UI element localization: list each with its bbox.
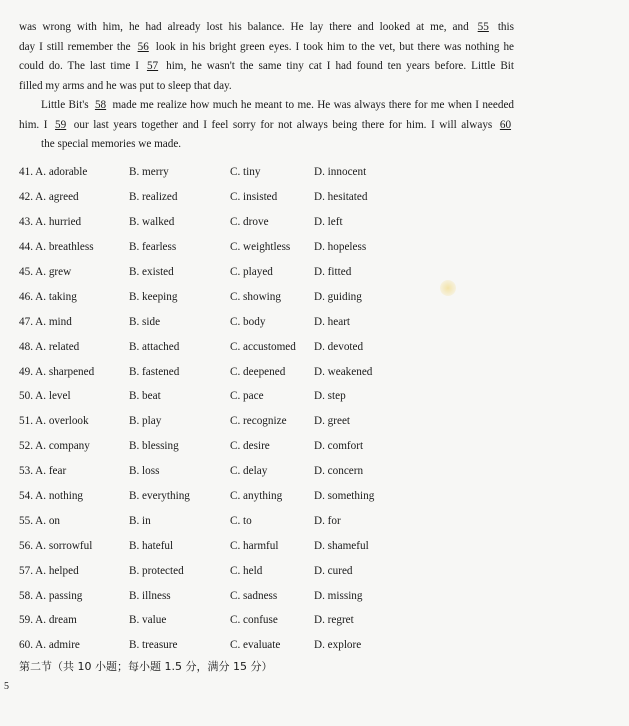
- option-row: [19, 359, 399, 384]
- option-c: C. deepened: [230, 365, 286, 378]
- passage-text: made me realize how much he meant to me. He was always there for me when I needed: [112, 99, 515, 111]
- option-a: 50. A. level: [19, 390, 71, 403]
- blank-57: 57: [146, 60, 159, 72]
- option-c: C. confuse: [230, 614, 278, 627]
- option-d: D. guiding: [314, 290, 362, 303]
- option-b: B. hateful: [129, 539, 174, 552]
- option-row: [19, 484, 399, 509]
- passage-line: [19, 77, 514, 97]
- option-d: D. missing: [314, 589, 363, 602]
- option-c: C. harmful: [230, 539, 279, 552]
- passage-text: filled my arms and he was put to sleep that day.: [19, 79, 232, 92]
- passage-text: could do. The last time I: [19, 60, 139, 72]
- option-d: D. comfort: [314, 440, 364, 453]
- passage-text: him, he wasn't the same tiny cat I had found ten years before. Little Bit: [166, 60, 515, 72]
- passage-line: [19, 18, 514, 38]
- option-a: 56. A. sorrowful: [19, 539, 93, 552]
- option-d: D. concern: [314, 465, 364, 478]
- passage-text: our last years together and I feel sorry for not always being there for him. I will always: [73, 118, 493, 131]
- option-row: [19, 309, 399, 334]
- blank-55: 55: [477, 21, 489, 33]
- option-b: B. everything: [129, 490, 190, 503]
- option-row: [19, 160, 399, 185]
- blank-59: 59: [55, 118, 67, 131]
- option-d: D. cured: [314, 564, 353, 577]
- option-b: B. side: [129, 315, 161, 328]
- option-row: [19, 334, 399, 359]
- option-c: C. insisted: [230, 191, 278, 204]
- option-a: 49. A. sharpened: [19, 365, 95, 378]
- blank-60: 60: [499, 118, 512, 131]
- paper-smudge: [440, 280, 456, 296]
- passage-text: this: [497, 21, 514, 33]
- option-c: C. drove: [230, 216, 269, 229]
- option-a: 45. A. grew: [19, 266, 72, 278]
- option-row: [19, 384, 399, 409]
- option-d: D. explore: [314, 639, 362, 652]
- passage-text: day I still remember the: [19, 40, 131, 53]
- option-b: B. in: [129, 514, 151, 527]
- cloze-passage: [19, 18, 514, 155]
- option-b: B. realized: [129, 191, 178, 204]
- option-row: [19, 235, 399, 260]
- option-d: D. hopeless: [314, 241, 367, 254]
- passage-line: [19, 116, 514, 136]
- option-a: 60. A. admire: [19, 639, 80, 652]
- option-d: D. greet: [314, 415, 351, 428]
- option-b: B. walked: [129, 216, 175, 229]
- option-a: 51. A. overlook: [19, 415, 89, 428]
- option-b: B. value: [129, 614, 167, 627]
- passage-text: Little Bit's: [41, 99, 89, 111]
- option-d: D. fitted: [314, 266, 352, 278]
- option-c: C. showing: [230, 290, 281, 303]
- option-c: C. recognize: [230, 415, 287, 428]
- option-a: 53. A. fear: [19, 465, 67, 478]
- option-row: [19, 210, 399, 235]
- option-row: [19, 508, 399, 533]
- option-a: 41. A. adorable: [19, 166, 88, 179]
- option-c: C. weightless: [230, 241, 291, 254]
- option-b: B. attached: [129, 340, 180, 353]
- option-c: C. desire: [230, 440, 270, 453]
- option-a: 57. A. helped: [19, 564, 79, 577]
- option-d: D. hesitated: [314, 191, 368, 204]
- option-b: B. protected: [129, 564, 184, 577]
- option-b: B. fearless: [129, 241, 177, 254]
- option-a: 43. A. hurried: [19, 216, 82, 229]
- option-c: C. body: [230, 315, 266, 328]
- option-a: 55. A. on: [19, 514, 61, 527]
- option-b: B. play: [129, 415, 162, 428]
- passage-line: [19, 38, 514, 58]
- option-c: C. anything: [230, 490, 283, 503]
- blank-58: 58: [94, 99, 107, 111]
- option-row: [19, 533, 399, 558]
- option-d: D. shameful: [314, 539, 369, 552]
- option-b: B. blessing: [129, 440, 179, 453]
- option-c: C. evaluate: [230, 639, 281, 652]
- passage-text: the special memories we made.: [41, 138, 182, 150]
- passage-line: [19, 135, 514, 155]
- option-b: B. loss: [129, 465, 160, 478]
- option-b: B. beat: [129, 390, 161, 403]
- passage-line: [19, 96, 514, 116]
- passage-line: [19, 57, 514, 77]
- option-a: 58. A. passing: [19, 589, 83, 602]
- option-d: D. something: [314, 490, 375, 503]
- option-b: B. existed: [129, 266, 174, 278]
- passage-text: him. I: [19, 118, 48, 131]
- option-c: C. played: [230, 266, 273, 278]
- option-c: C. tiny: [230, 166, 261, 179]
- option-b: B. fastened: [129, 365, 180, 378]
- option-d: D. step: [314, 390, 346, 403]
- option-d: D. for: [314, 514, 341, 527]
- options-list: [19, 160, 399, 658]
- option-row: [19, 583, 399, 608]
- option-d: D. heart: [314, 315, 351, 328]
- option-a: 54. A. nothing: [19, 490, 84, 503]
- option-row: [19, 459, 399, 484]
- option-a: 42. A. agreed: [19, 191, 79, 204]
- option-a: 59. A. dream: [19, 614, 77, 627]
- option-b: B. keeping: [129, 290, 178, 303]
- section-heading: 第二节（共 10 小题；每小题 1.5 分，满分 15 分）: [19, 660, 273, 673]
- option-row: [19, 434, 399, 459]
- option-c: C. sadness: [230, 589, 278, 602]
- option-d: D. weakened: [314, 365, 373, 378]
- option-a: 47. A. mind: [19, 315, 72, 328]
- option-row: [19, 608, 399, 633]
- passage-text: was wrong with him, he had already lost his balance. He lay there and looked at me, and: [19, 21, 469, 33]
- option-c: C. held: [230, 564, 263, 577]
- option-a: 52. A. company: [19, 440, 90, 453]
- passage-text: look in his bright green eyes. I took him to the vet, but there was nothing he: [155, 40, 514, 53]
- option-b: B. treasure: [129, 639, 178, 652]
- option-b: B. illness: [129, 589, 171, 602]
- option-row: [19, 558, 399, 583]
- option-c: C. pace: [230, 390, 264, 403]
- option-row: [19, 260, 399, 285]
- option-c: C. accustomed: [230, 340, 296, 353]
- option-d: D. innocent: [314, 166, 367, 179]
- option-c: C. delay: [230, 465, 268, 478]
- option-row: [19, 409, 399, 434]
- option-c: C. to: [230, 514, 252, 527]
- option-row: [19, 284, 399, 309]
- option-a: 48. A. related: [19, 340, 80, 353]
- blank-56: 56: [137, 40, 149, 53]
- option-d: D. devoted: [314, 340, 364, 353]
- page-number: 5: [4, 681, 9, 692]
- option-d: D. regret: [314, 614, 354, 627]
- option-row: [19, 633, 399, 658]
- option-row: [19, 185, 399, 210]
- option-a: 46. A. taking: [19, 290, 77, 303]
- option-d: D. left: [314, 216, 343, 229]
- option-a: 44. A. breathless: [19, 241, 94, 254]
- option-b: B. merry: [129, 166, 169, 179]
